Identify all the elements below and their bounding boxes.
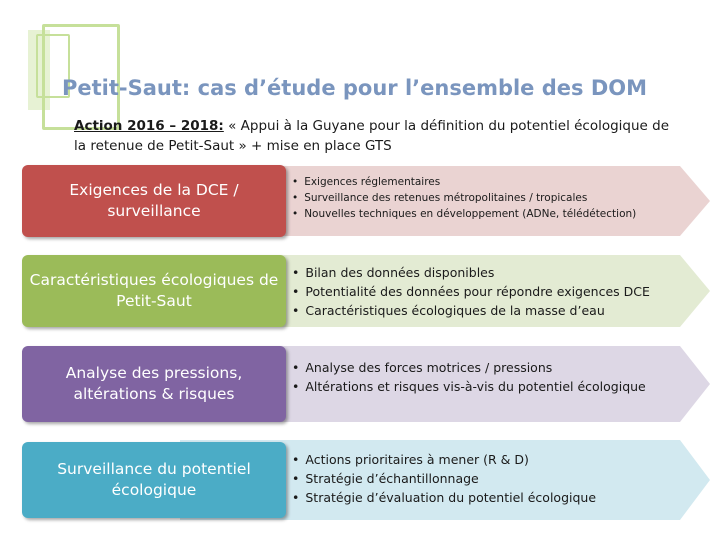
list-item: • Exigences réglementaires <box>292 174 636 190</box>
step-label-3b: altérations & risques <box>73 385 235 403</box>
step-row-3 <box>0 342 720 426</box>
step-label-3a: Analyse des pressions, <box>65 364 243 382</box>
step-items-3 <box>292 358 646 396</box>
intro-text <box>74 116 674 156</box>
list-item: • Actions prioritaires à mener (R & D) <box>292 450 596 469</box>
list-item: • Stratégie d’évaluation du potentiel écologique <box>292 488 596 507</box>
step-label-2a: Caractéristiques écologiques de <box>29 271 279 289</box>
list-item: • Surveillance des retenues métropolitaines / tropicales <box>292 190 636 206</box>
slide-title: Petit-Saut: cas d’étude pour l’ensemble des DOM <box>62 76 647 100</box>
step-box-4 <box>22 442 286 518</box>
step-items-4 <box>292 450 596 507</box>
step-label-1a: Exigences de la DCE / <box>69 181 239 199</box>
step-box-2 <box>22 255 286 327</box>
intro-body: « Appui à la Guyane pour la définition du potentiel écologique de la retenue de Petit-Saut » + mise en place GTS <box>74 118 670 154</box>
step-items-2 <box>292 263 650 320</box>
list-item: • Altérations et risques vis-à-vis du potentiel écologique <box>292 377 646 396</box>
step-box-3 <box>22 346 286 422</box>
step-label-2b: Petit-Saut <box>116 292 192 310</box>
list-item: • Caractéristiques écologiques de la masse d’eau <box>292 301 650 320</box>
list-item: • Analyse des forces motrices / pressions <box>292 358 646 377</box>
list-item: • Bilan des données disponibles <box>292 263 650 282</box>
step-label-1b: surveillance <box>107 202 201 220</box>
step-row-2 <box>0 251 720 331</box>
step-label-4b: écologique <box>111 481 197 499</box>
intro-lead: Action 2016 – 2018: <box>74 118 224 134</box>
list-item: • Potentialité des données pour répondre exigences DCE <box>292 282 650 301</box>
step-box-1 <box>22 165 286 237</box>
step-label-4a: Surveillance du potentiel <box>57 460 251 478</box>
list-item: • Stratégie d’échantillonnage <box>292 469 596 488</box>
list-item: • Nouvelles techniques en développement (ADNe, télédétection) <box>292 206 636 222</box>
step-items-1 <box>292 174 636 222</box>
step-row-1 <box>0 162 720 240</box>
step-row-4 <box>0 436 720 524</box>
